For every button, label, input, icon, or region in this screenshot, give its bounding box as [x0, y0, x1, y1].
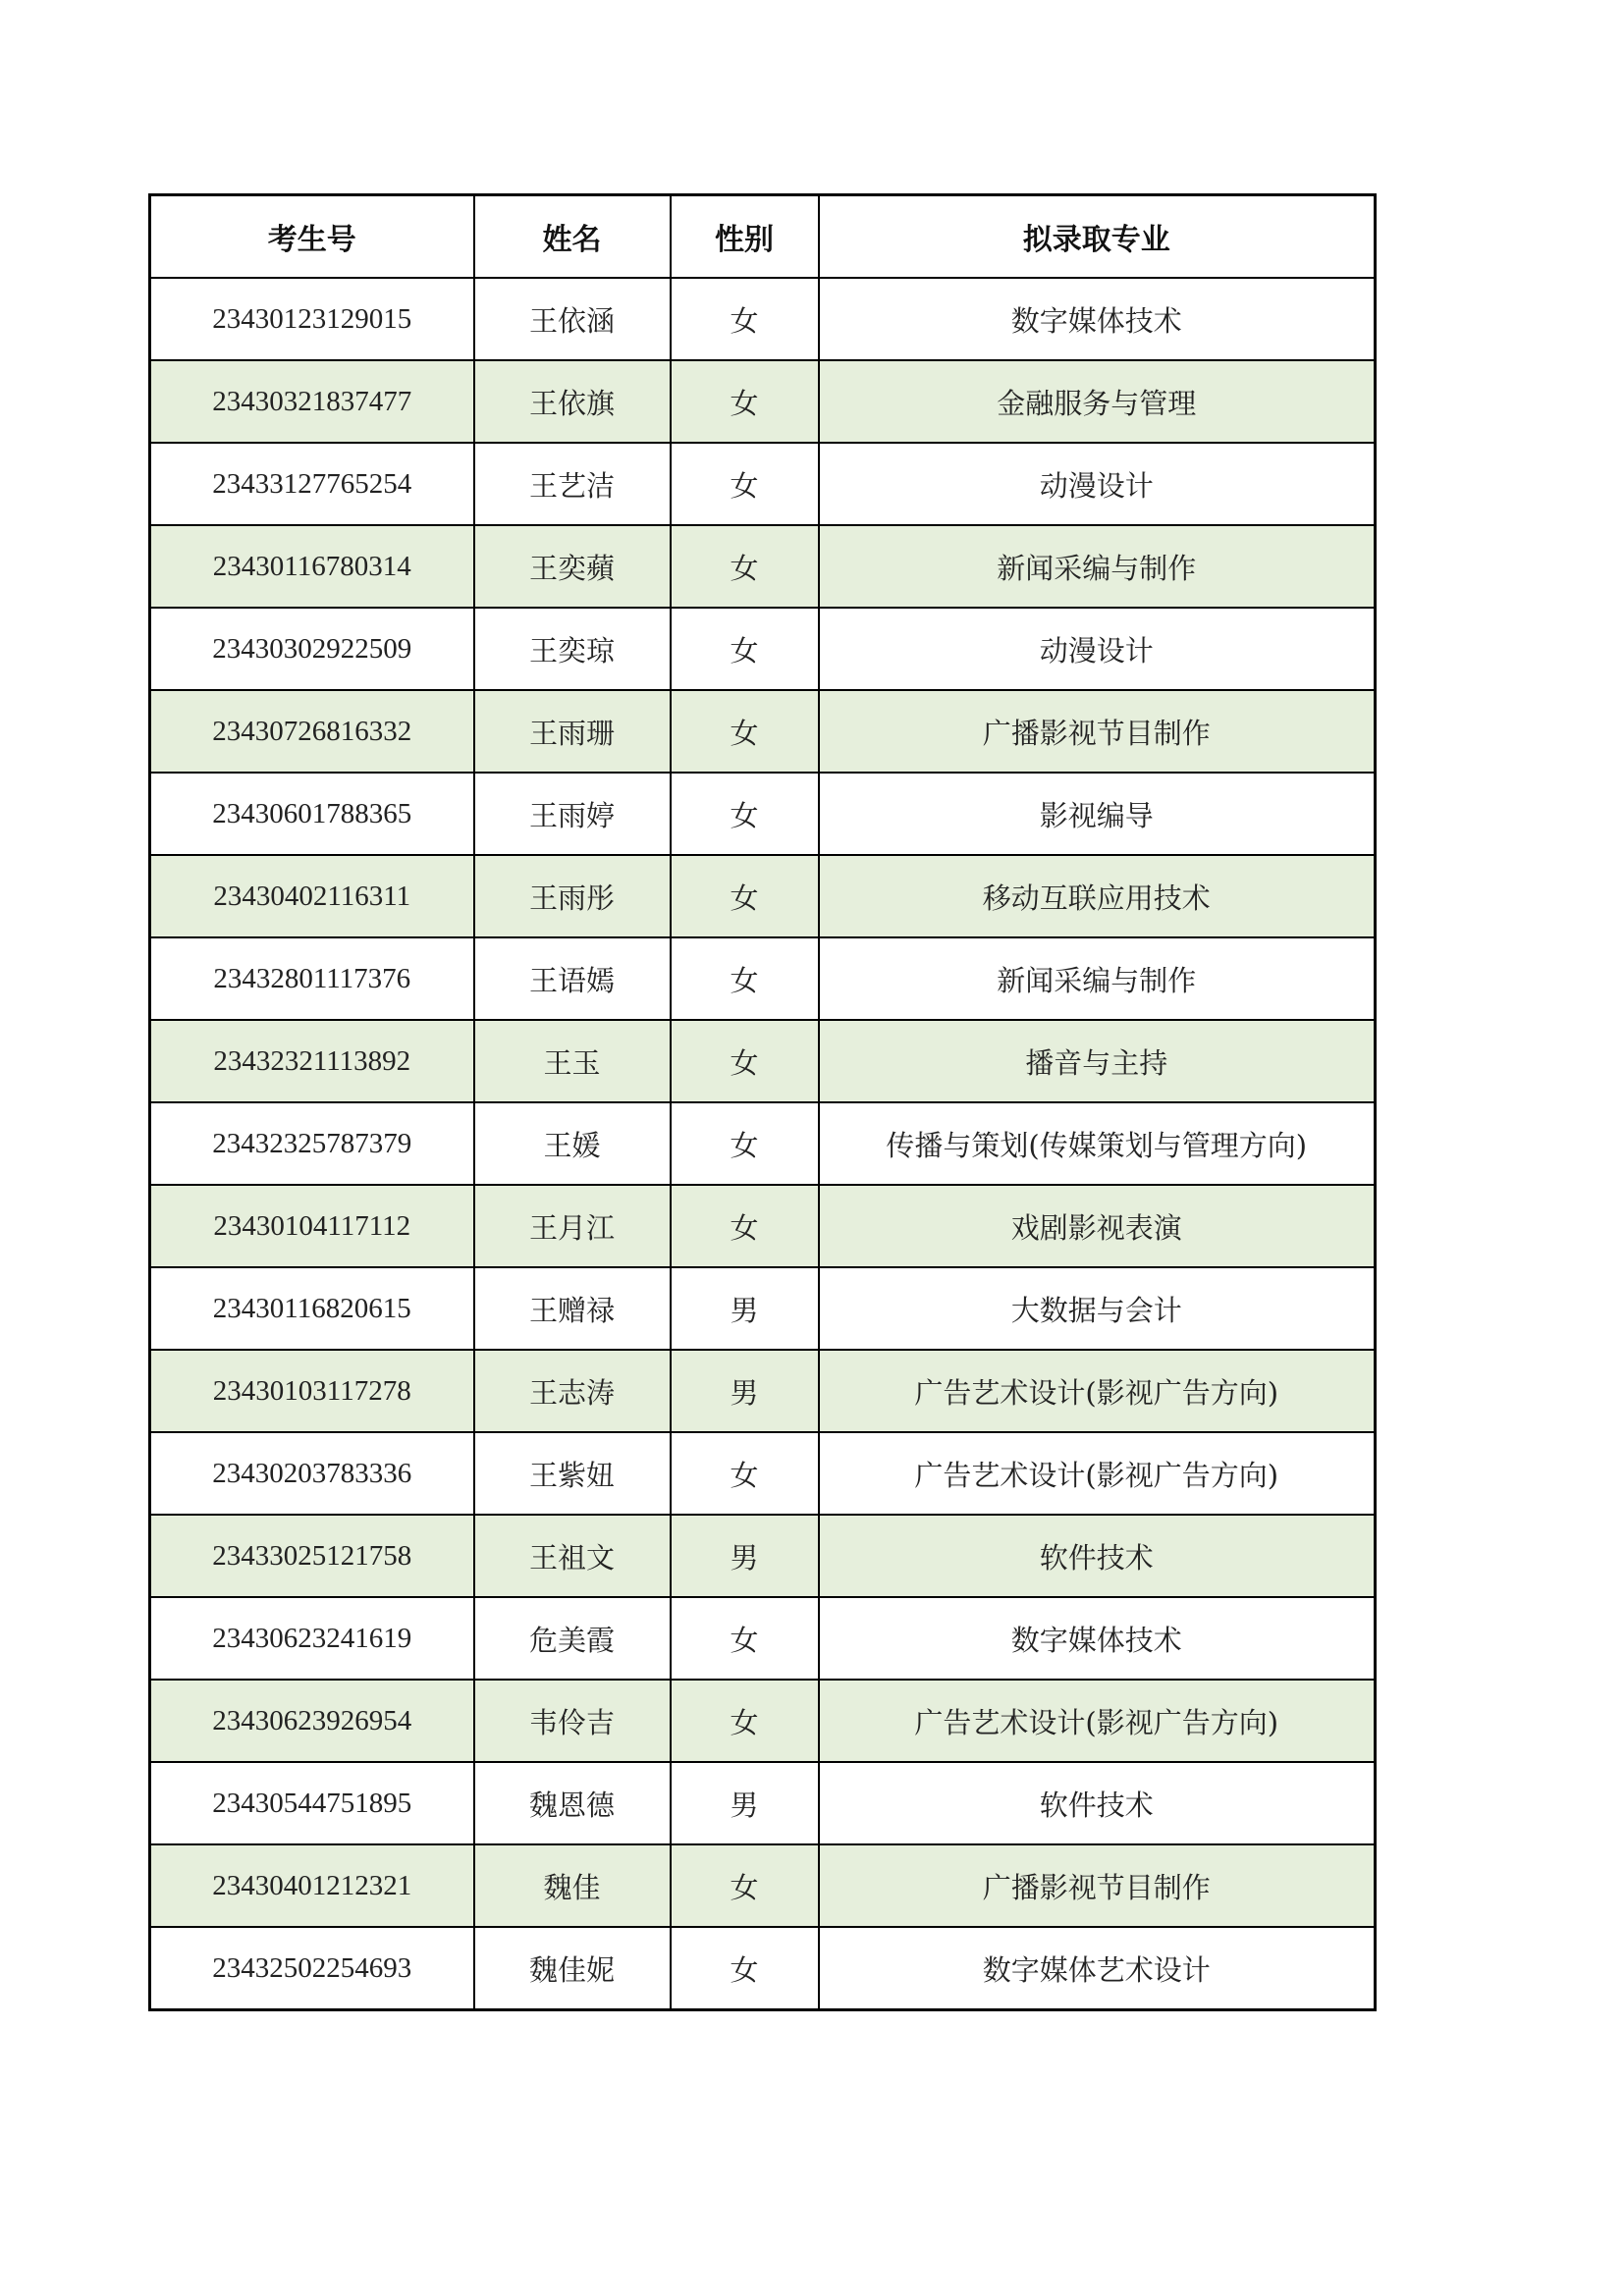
- cell-exam-number: 23433127765254: [150, 443, 474, 525]
- cell-major: 广告艺术设计(影视广告方向): [819, 1432, 1376, 1515]
- cell-major: 新闻采编与制作: [819, 937, 1376, 1020]
- cell-name: 王雨婷: [474, 773, 671, 855]
- cell-name: 王媛: [474, 1102, 671, 1185]
- cell-gender: 女: [671, 855, 819, 937]
- table-row: [150, 1185, 1376, 1267]
- cell-exam-number: 23430401212321: [150, 1844, 474, 1927]
- table-row: [150, 1020, 1376, 1102]
- cell-name: 王雨彤: [474, 855, 671, 937]
- cell-name: 王艺洁: [474, 443, 671, 525]
- cell-name: 魏佳: [474, 1844, 671, 1927]
- cell-exam-number: 23430116820615: [150, 1267, 474, 1350]
- cell-major: 新闻采编与制作: [819, 525, 1376, 608]
- table-body: [150, 278, 1376, 2010]
- cell-exam-number: 23430116780314: [150, 525, 474, 608]
- admission-table: [148, 193, 1377, 2011]
- cell-gender: 女: [671, 1102, 819, 1185]
- cell-gender: 女: [671, 1185, 819, 1267]
- cell-gender: 男: [671, 1762, 819, 1844]
- cell-exam-number: 23430402116311: [150, 855, 474, 937]
- table-row: [150, 1102, 1376, 1185]
- cell-major: 广播影视节目制作: [819, 690, 1376, 773]
- cell-major: 戏剧影视表演: [819, 1185, 1376, 1267]
- table-row: [150, 1762, 1376, 1844]
- cell-name: 王奕琼: [474, 608, 671, 690]
- cell-gender: 女: [671, 690, 819, 773]
- cell-gender: 女: [671, 773, 819, 855]
- table-row: [150, 1927, 1376, 2010]
- header-row: [150, 195, 1376, 279]
- cell-exam-number: 23430321837477: [150, 360, 474, 443]
- cell-gender: 女: [671, 278, 819, 360]
- cell-major: 软件技术: [819, 1515, 1376, 1597]
- cell-exam-number: 23432325787379: [150, 1102, 474, 1185]
- cell-major: 广告艺术设计(影视广告方向): [819, 1680, 1376, 1762]
- cell-major: 软件技术: [819, 1762, 1376, 1844]
- cell-gender: 女: [671, 1432, 819, 1515]
- cell-name: 王依旗: [474, 360, 671, 443]
- cell-gender: 女: [671, 608, 819, 690]
- cell-gender: 男: [671, 1350, 819, 1432]
- table-row: [150, 1267, 1376, 1350]
- cell-name: 王赠禄: [474, 1267, 671, 1350]
- table-row: [150, 608, 1376, 690]
- cell-gender: 女: [671, 360, 819, 443]
- cell-exam-number: 23430302922509: [150, 608, 474, 690]
- cell-exam-number: 23430203783336: [150, 1432, 474, 1515]
- table-row: [150, 1844, 1376, 1927]
- cell-name: 魏佳妮: [474, 1927, 671, 2010]
- cell-name: 王志涛: [474, 1350, 671, 1432]
- table-row: [150, 525, 1376, 608]
- cell-major: 影视编导: [819, 773, 1376, 855]
- cell-name: 韦伶吉: [474, 1680, 671, 1762]
- cell-exam-number: 23430123129015: [150, 278, 474, 360]
- cell-major: 广告艺术设计(影视广告方向): [819, 1350, 1376, 1432]
- cell-gender: 男: [671, 1267, 819, 1350]
- table-row: [150, 1597, 1376, 1680]
- table-row: [150, 1515, 1376, 1597]
- cell-gender: 女: [671, 1680, 819, 1762]
- cell-name: 王月江: [474, 1185, 671, 1267]
- table-header: [150, 195, 1376, 279]
- cell-name: 王紫妞: [474, 1432, 671, 1515]
- table-row: [150, 937, 1376, 1020]
- table-row: [150, 773, 1376, 855]
- cell-gender: 女: [671, 1020, 819, 1102]
- cell-exam-number: 23430104117112: [150, 1185, 474, 1267]
- cell-gender: 男: [671, 1515, 819, 1597]
- cell-name: 王语嫣: [474, 937, 671, 1020]
- cell-exam-number: 23432801117376: [150, 937, 474, 1020]
- cell-name: 王依涵: [474, 278, 671, 360]
- header-exam-number: 考生号: [150, 195, 474, 279]
- cell-major: 广播影视节目制作: [819, 1844, 1376, 1927]
- cell-major: 大数据与会计: [819, 1267, 1376, 1350]
- table-row: [150, 1432, 1376, 1515]
- cell-major: 移动互联应用技术: [819, 855, 1376, 937]
- cell-name: 王玉: [474, 1020, 671, 1102]
- header-major: 拟录取专业: [819, 195, 1376, 279]
- table-row: [150, 1680, 1376, 1762]
- cell-name: 王奕蘋: [474, 525, 671, 608]
- cell-name: 危美霞: [474, 1597, 671, 1680]
- table-row: [150, 278, 1376, 360]
- cell-gender: 女: [671, 1927, 819, 2010]
- header-gender: 性别: [671, 195, 819, 279]
- cell-name: 魏恩德: [474, 1762, 671, 1844]
- cell-major: 传播与策划(传媒策划与管理方向): [819, 1102, 1376, 1185]
- cell-name: 王祖文: [474, 1515, 671, 1597]
- cell-major: 数字媒体技术: [819, 278, 1376, 360]
- table-row: [150, 690, 1376, 773]
- cell-major: 动漫设计: [819, 443, 1376, 525]
- cell-exam-number: 23430103117278: [150, 1350, 474, 1432]
- cell-name: 王雨珊: [474, 690, 671, 773]
- cell-exam-number: 23430726816332: [150, 690, 474, 773]
- cell-exam-number: 23430623926954: [150, 1680, 474, 1762]
- table-row: [150, 855, 1376, 937]
- table-row: [150, 360, 1376, 443]
- header-name: 姓名: [474, 195, 671, 279]
- cell-major: 动漫设计: [819, 608, 1376, 690]
- cell-major: 播音与主持: [819, 1020, 1376, 1102]
- cell-exam-number: 23433025121758: [150, 1515, 474, 1597]
- cell-gender: 女: [671, 525, 819, 608]
- cell-gender: 女: [671, 1597, 819, 1680]
- cell-exam-number: 23430601788365: [150, 773, 474, 855]
- cell-major: 数字媒体技术: [819, 1597, 1376, 1680]
- cell-gender: 女: [671, 937, 819, 1020]
- cell-exam-number: 23432502254693: [150, 1927, 474, 2010]
- cell-exam-number: 23430623241619: [150, 1597, 474, 1680]
- cell-exam-number: 23432321113892: [150, 1020, 474, 1102]
- cell-major: 数字媒体艺术设计: [819, 1927, 1376, 2010]
- cell-exam-number: 23430544751895: [150, 1762, 474, 1844]
- table-row: [150, 1350, 1376, 1432]
- cell-gender: 女: [671, 1844, 819, 1927]
- cell-gender: 女: [671, 443, 819, 525]
- table-row: [150, 443, 1376, 525]
- cell-major: 金融服务与管理: [819, 360, 1376, 443]
